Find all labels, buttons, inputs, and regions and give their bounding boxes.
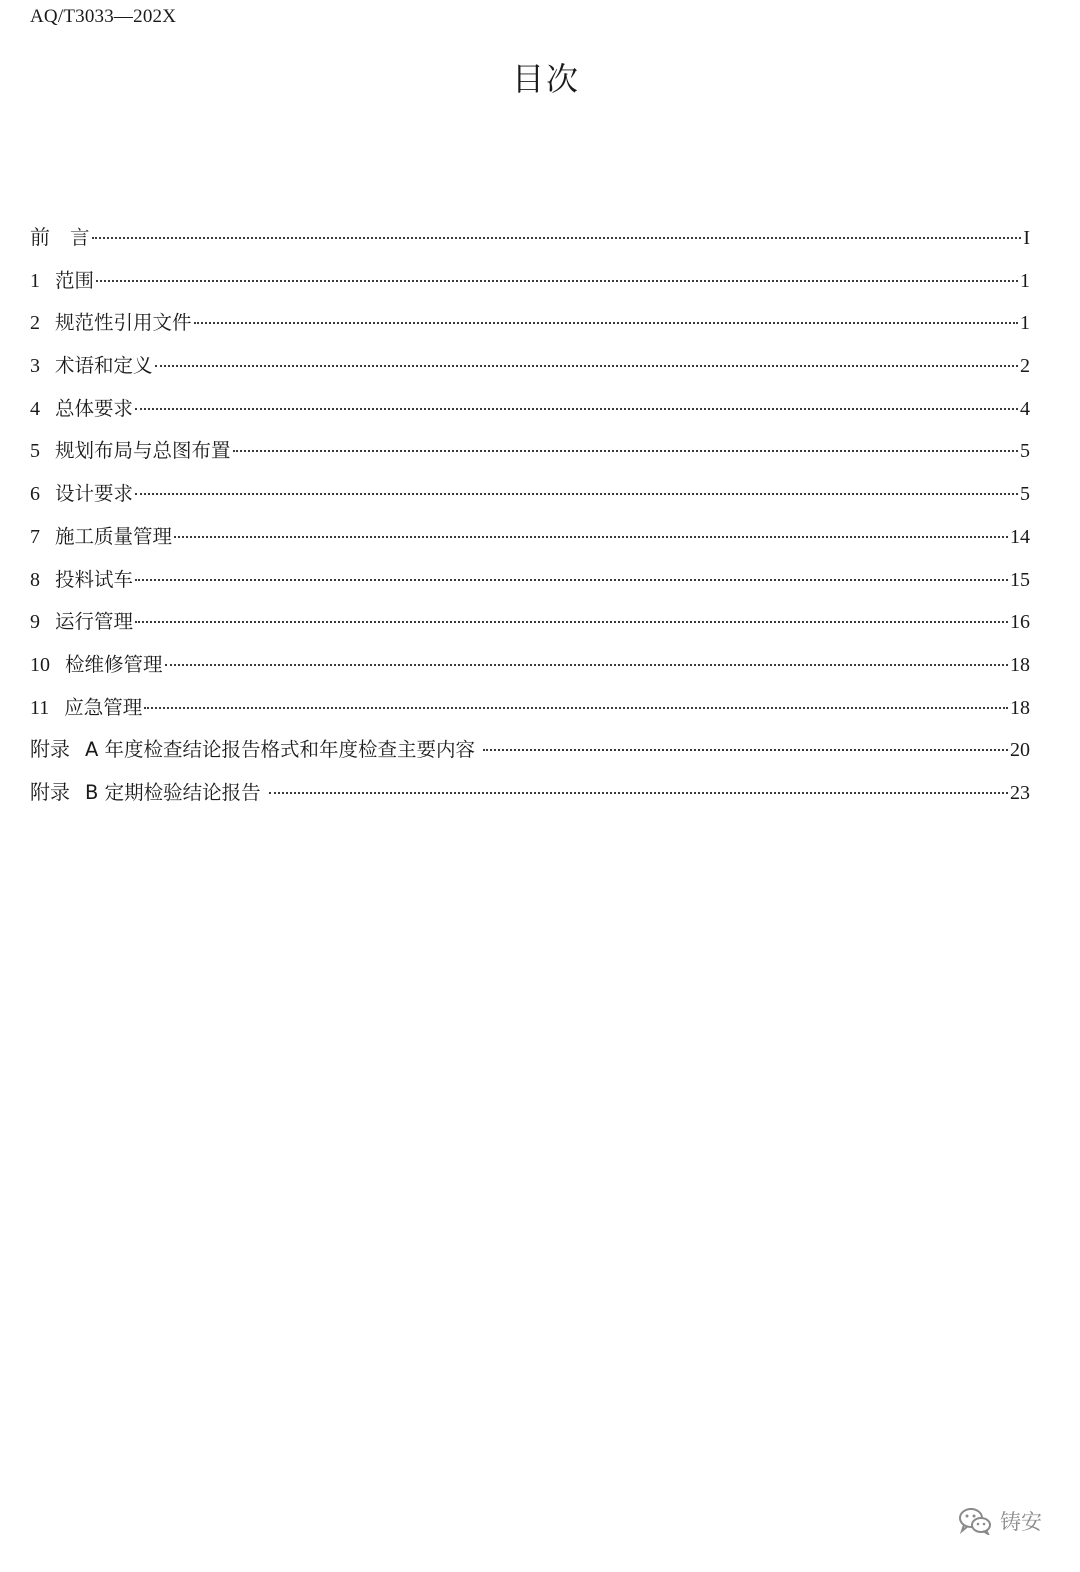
toc-entry[interactable] xyxy=(30,394,1030,437)
toc-dot-leader xyxy=(144,707,1008,709)
toc-dot-leader xyxy=(135,621,1008,623)
toc-entry-spacer xyxy=(40,436,55,466)
toc-entry-number: 10 xyxy=(30,653,50,676)
toc-entry-number: 前 xyxy=(30,227,50,249)
toc-entry-spacer xyxy=(40,394,55,424)
toc-dot-leader xyxy=(483,749,1008,751)
toc-dot-leader xyxy=(194,322,1018,324)
toc-entry-title: 检维修管理 xyxy=(65,652,163,676)
watermark-text: 铸安 xyxy=(1000,1510,1042,1534)
toc-entry-title: 施工质量管理 xyxy=(55,524,173,548)
toc-entry-spacer xyxy=(40,308,55,338)
toc-entry-spacer xyxy=(40,479,55,509)
toc-entry-number: 3 xyxy=(30,355,40,378)
toc-dot-leader xyxy=(165,664,1008,666)
toc-entry-title: B 定期检验结论报告 xyxy=(85,780,267,804)
document-code: AQ/T3033—202X xyxy=(30,6,177,27)
toc-entry-page: 5 xyxy=(1020,483,1030,506)
toc-entry[interactable] xyxy=(30,650,1030,693)
toc-entry-title: 应急管理 xyxy=(64,695,143,719)
toc-entry-title: 范围 xyxy=(55,268,95,292)
toc-entry-page: 16 xyxy=(1010,611,1030,634)
toc-entry-title: 术语和定义 xyxy=(55,354,153,378)
toc-entry-title: A 年度检查结论报告格式和年度检查主要内容 xyxy=(85,738,482,762)
toc-entry-number: 6 xyxy=(30,483,40,506)
wechat-icon xyxy=(958,1507,992,1535)
toc-entry-number: 附录 xyxy=(30,739,70,762)
toc-entry-title: 总体要求 xyxy=(55,396,134,420)
toc-dot-leader xyxy=(174,536,1008,538)
toc-dot-leader xyxy=(135,493,1018,495)
toc-entry[interactable] xyxy=(30,308,1030,351)
toc-entry-page: 18 xyxy=(1010,696,1030,719)
toc-entry-title: 运行管理 xyxy=(55,610,134,634)
toc-entry-spacer xyxy=(40,266,55,296)
toc-entry-spacer xyxy=(50,650,65,680)
toc-entry-number: 5 xyxy=(30,440,40,463)
toc-entry-number: 附录 xyxy=(30,781,70,804)
toc-dot-leader xyxy=(233,450,1018,452)
toc-entry-number: 8 xyxy=(30,568,40,591)
toc-entry-spacer xyxy=(40,351,55,381)
toc-entry[interactable] xyxy=(30,565,1030,608)
toc-entry[interactable] xyxy=(30,351,1030,394)
toc-entry-spacer xyxy=(49,693,64,723)
toc-entry-page: I xyxy=(1023,227,1030,249)
toc-entry-page: 15 xyxy=(1010,568,1030,591)
toc-entry-number: 11 xyxy=(30,696,50,719)
toc-entry-page: 14 xyxy=(1010,525,1030,548)
toc-entry[interactable] xyxy=(30,735,1030,778)
toc-entry-title: 投料试车 xyxy=(55,567,134,591)
toc-entry-number: 7 xyxy=(30,525,40,548)
toc-entry[interactable] xyxy=(30,778,1030,821)
toc-dot-leader xyxy=(92,237,1022,239)
toc-entry[interactable] xyxy=(30,266,1030,309)
toc-entry-spacer xyxy=(40,607,55,637)
toc-entry-page: 4 xyxy=(1020,397,1030,420)
toc-entry-title: 规范性引用文件 xyxy=(55,311,192,335)
toc-entry-page: 1 xyxy=(1020,312,1030,335)
toc-entry-spacer xyxy=(40,565,55,595)
toc-entry[interactable] xyxy=(30,479,1030,522)
toc-dot-leader xyxy=(96,280,1018,282)
table-of-contents xyxy=(30,223,1030,821)
toc-entry[interactable] xyxy=(30,223,1030,266)
toc-entry-spacer xyxy=(70,778,85,808)
toc-dot-leader xyxy=(269,792,1008,794)
toc-entry[interactable] xyxy=(30,693,1030,736)
toc-dot-leader xyxy=(135,579,1008,581)
toc-entry-number: 1 xyxy=(30,269,40,292)
toc-entry-page: 5 xyxy=(1020,440,1030,463)
toc-entry-number: 9 xyxy=(30,611,40,634)
toc-entry[interactable] xyxy=(30,522,1030,565)
toc-entry-number: 2 xyxy=(30,312,40,335)
toc-entry-page: 18 xyxy=(1010,653,1030,676)
toc-entry-spacer xyxy=(40,522,55,552)
toc-entry[interactable] xyxy=(30,436,1030,479)
toc-entry-spacer xyxy=(70,735,85,765)
toc-entry-page: 2 xyxy=(1020,355,1030,378)
toc-entry-number: 4 xyxy=(30,397,40,420)
page-title: 目次 xyxy=(511,60,580,98)
toc-entry[interactable] xyxy=(30,607,1030,650)
toc-entry-title: 设计要求 xyxy=(55,482,134,506)
toc-entry-page: 1 xyxy=(1020,269,1030,292)
toc-entry-title: 规划布局与总图布置 xyxy=(55,439,231,463)
toc-entry-spacer xyxy=(50,223,70,253)
toc-entry-page: 23 xyxy=(1010,781,1030,804)
toc-entry-title: 言 xyxy=(70,226,90,249)
toc-entry-page: 20 xyxy=(1010,739,1030,762)
toc-dot-leader xyxy=(155,365,1018,367)
toc-dot-leader xyxy=(135,408,1018,410)
watermark xyxy=(958,1506,1042,1536)
